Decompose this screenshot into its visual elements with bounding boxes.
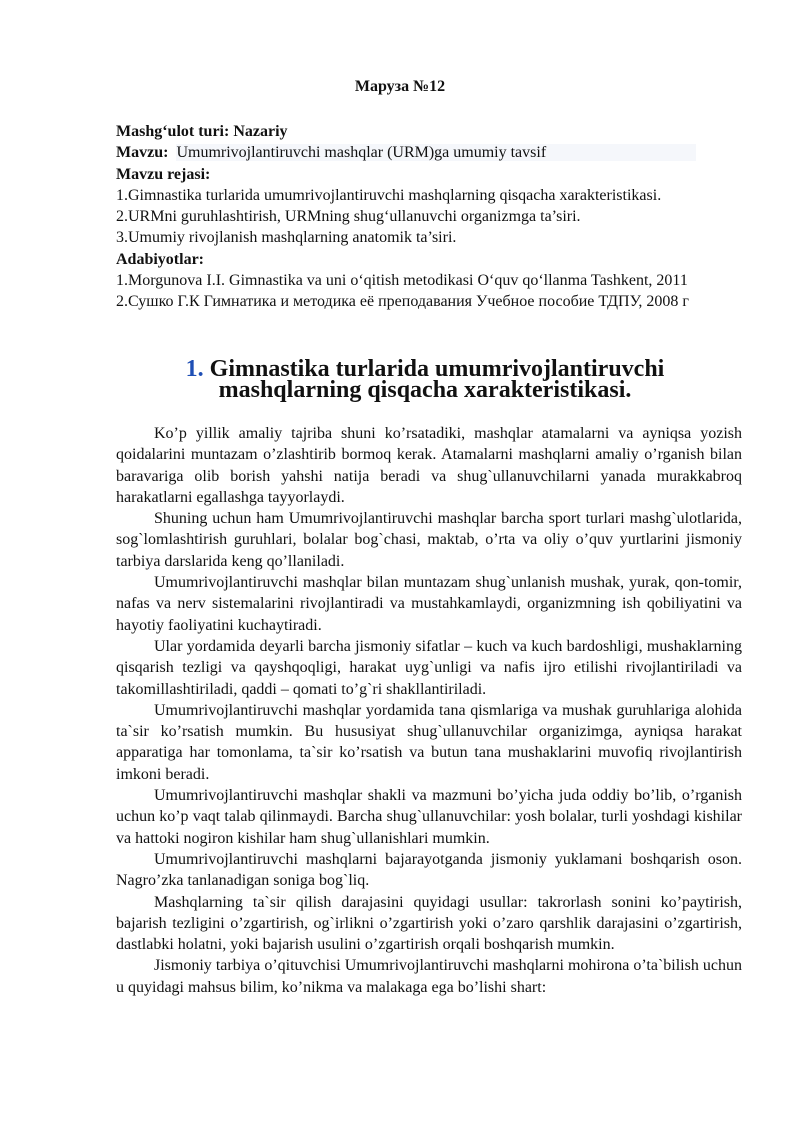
- topic-value: Umumrivojlantiruvchi mashqlar (URM)ga umumiy tavsif: [176, 144, 696, 161]
- body-paragraph: Ko’p yillik amaliy tajriba shuni ko’rsatadiki, mashqlar atamalarni va ayniqsa yozish qoidalarini muntazam o’zlashtirib bormoq kerak. Atamalarni mashqlarni amaliy o’rganish bilan baravariga olib borish yahshi natija beradi va shug`ullanuvchilarni yanada murakkabroq harakatlarni egallashga tayyorlaydi.: [116, 425, 742, 506]
- body-paragraph: Umumrivojlantiruvchi mashqlar bilan muntazam shug`unlanish mushak, yurak, qon-tomir, nafas va nerv sistemalarini rivojlantiradi va mustahkamlaydi, organizmning ish qobiliyatini va hayotiy faoliyatini kuchaytiradi.: [116, 574, 742, 634]
- body-paragraph: Mashqlarning ta`sir qilish darajasini quyidagi usullar: takrorlash sonini ko’paytirish, bajarish tezligini o’zgartirish, og`irlikni o’zgartirish yoki o’zaro qarshlik darajasini o’zgartirish, dastlabki holatni, yoki bajarish usulini o’zgartirish orqali boshqarish mumkin.: [116, 893, 742, 954]
- section-title: Gimnastika turlarida umumrivojlantiruvchi mashqlarning qisqacha xarakteristikasi.: [209, 356, 665, 404]
- lecture-meta: [116, 121, 742, 313]
- body-paragraph: Umumrivojlantiruvchi mashqlar shakli va mazmuni bo’yicha juda oddiy bo’lib, o’rganish uchun ko’p vaqt talab qilinmaydi. Barcha shug`ullanuvchilar: yosh bolalar, turli yoshdagi kishilar va hattoki nogiron kishilar ham shug`ullanishlari mumkin.: [116, 787, 742, 847]
- body-paragraph: Shuning uchun ham Umumrivojlantiruvchi mashqlar barcha sport turlari mashg`ulotlarida, sog`lomlashtirish guruhlari, bolalar bog`chasi, maktab, o’rta va oliy o’quv yurtlarini jismoniy tarbiya darslarida keng qo’llaniladi.: [116, 510, 742, 570]
- plan-item: 1.Gimnastika turlarida umumrivojlantiruvchi mashqlarning qisqacha xarakteristikasi.: [116, 186, 662, 204]
- section-heading: [150, 356, 700, 404]
- literature-item: 1.Morgunova I.I. Gimnastika va uni o‘qitish metodikasi O‘quv qo‘llanma Tashkent, 2011: [116, 272, 688, 290]
- section-body: [116, 423, 742, 998]
- plan-label: Mavzu rejasi:: [116, 165, 211, 183]
- body-paragraph: Umumrivojlantiruvchi mashqlar yordamida tana qismlariga va mushak guruhlariga alohida ta`sir ko’rsatish mumkin. Bu hususiyat shug`ullanuvchilar organizimga, ayniqsa harakat apparatiga har tomonlama, ta`sir ko’rsatish va butun tana mushaklarini muvofiq rivojlantirish imkoni beradi.: [116, 701, 742, 783]
- plan-item: 2.URMni guruhlashtirish, URMning shug‘ullanuvchi organizmga ta’siri.: [116, 208, 581, 226]
- topic-label: Mavzu:: [116, 144, 169, 162]
- literature-label: Adabiyotlar:: [116, 250, 204, 268]
- lesson-type-label: Mashg‘ulot turi:: [116, 123, 230, 140]
- literature-item: 2.Сушко Г.К Гимнатика и методика её преподавания Учебное пособие ТДПУ, 2008 г: [116, 293, 689, 311]
- lecture-title: Маруза №12: [354, 78, 446, 95]
- lesson-type-line: [116, 121, 742, 142]
- topic-line: [116, 142, 742, 163]
- plan-item: 3.Umumiy rivojlanish mashqlarning anatomik ta’siri.: [116, 229, 457, 247]
- body-paragraph: Umumrivojlantiruvchi mashqlarni bajarayotganda jismoniy yuklamani boshqarish oson. Nagro’zka tanlanadigan soniga bog`liq.: [116, 850, 742, 890]
- body-paragraph: Ular yordamida deyarli barcha jismoniy sifatlar – kuch va kuch bardoshligi, mushaklarning qisqarish tezligi va qayshqoqligi, harakat uyg`unligi va nafis ijro etilishi rivojlantiriladi va takomillashtiriladi, qaddi – qomati to’g`ri shakllantiriladi.: [116, 637, 742, 698]
- lesson-type-value: Nazariy: [233, 123, 288, 140]
- body-paragraph: Jismoniy tarbiya o’qituvchisi Umumrivojlantiruvchi mashqlarni mohirona o’ta`bilish uchun u quyidagi mahsus bilim, ko’nikma va malakaga ega bo’lishi shart:: [116, 957, 742, 996]
- section-number: 1.: [185, 356, 204, 382]
